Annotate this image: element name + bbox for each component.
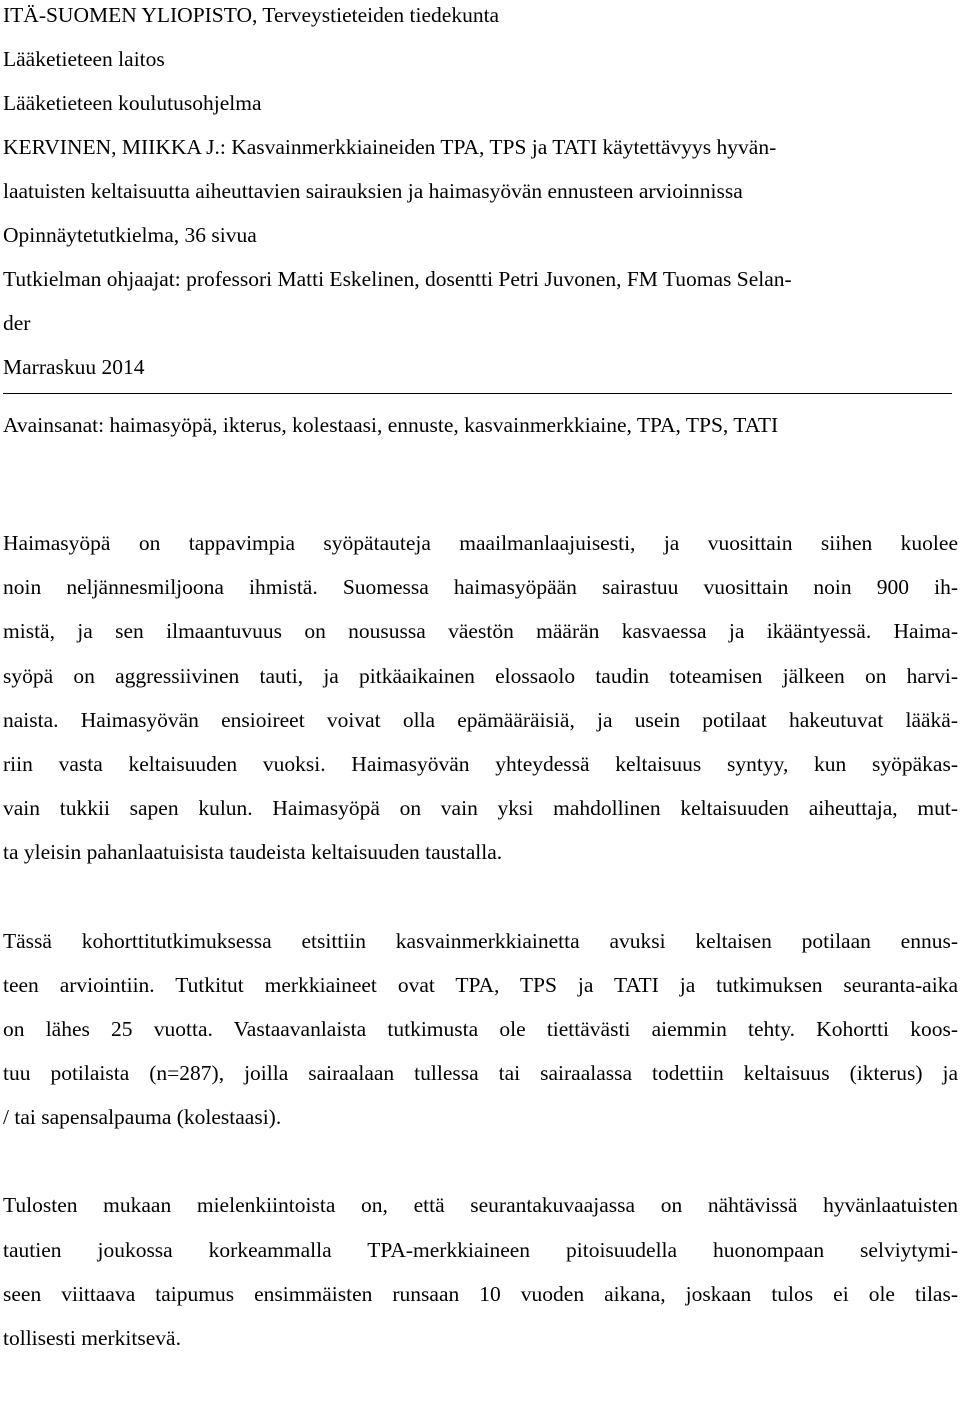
text-line: tollisesti merkitsevä.: [3, 1326, 181, 1350]
abstract-page: [3, 0, 958, 1360]
text-line: naista. Haimasyövän ensioireet voivat olla epämääräisiä, ja usein potilaat hakeutuvat lääkä-: [3, 707, 958, 732]
text-line: / tai sapensalpauma (kolestaasi).: [3, 1105, 282, 1130]
text-line: Haimasyöpä on tappavimpia syöpätauteja maailmanlaajuisesti, ja vuosittain siihen kuolee: [3, 531, 958, 555]
text-line: teen arviointiin. Tutkitut merkkiaineet ovat TPA, TPS ja TATI ja tutkimuksen seuranta-aika: [3, 972, 958, 997]
keywords: Avainsanat: haimasyöpä, ikterus, kolestaasi, ennuste, kasvainmerkkiaine, TPA, TPS, TATI: [3, 413, 779, 437]
text-line: Tässä kohorttitutkimuksessa etsittiin kasvainmerkkiainetta avuksi keltaisen potilaan ennus-: [3, 928, 958, 953]
text-line: riin vasta keltaisuuden vuoksi. Haimasyövän yhteydessä keltaisuus syntyy, kun syöpäkas-: [3, 751, 958, 776]
text-line: noin neljännesmiljoona ihmistä. Suomessa haimasyöpään sairastuu vuosittain noin 900 ih-: [3, 575, 958, 600]
text-line: ta yleisin pahanlaatuisista taudeista keltaisuuden taustalla.: [3, 840, 503, 865]
thesis-type-pages: Opinnäytetutkielma, 36 sivua: [3, 223, 257, 247]
text-line: on lähes 25 vuotta. Vastaavanlaista tutkimusta ole tiettävästi aiemmin tehty. Kohortti koos-: [3, 1016, 958, 1041]
paragraph-methods: [3, 919, 958, 1140]
text-line: vain tukkii sapen kulun. Haimasyöpä on vain yksi mahdollinen keltaisuuden aiheuttaja, mut-: [3, 796, 958, 821]
paragraph-results: [3, 1183, 958, 1360]
text-line: tautien joukossa korkeammalla TPA-merkkiaineen pitoisuudella huonompaan selviytymi-: [3, 1237, 958, 1262]
horizontal-rule: [3, 393, 952, 394]
text-line: mistä, ja sen ilmaantuvuus on nousussa väestön määrän kasvaessa ja ikääntyessä. Haima-: [3, 619, 958, 644]
author-title-line-1: KERVINEN, MIIKKA J.: Kasvainmerkkiaineiden TPA, TPS ja TATI käytettävyys hyvän-: [3, 135, 777, 159]
supervisors-line-1: Tutkielman ohjaajat: professori Matti Eskelinen, dosentti Petri Juvonen, FM Tuomas Selan-: [3, 267, 792, 291]
header-block: [3, 0, 958, 389]
text-line: seen viittaava taipumus ensimmäisten runsaan 10 vuoden aikana, joskaan tulos ei ole tilas-: [3, 1281, 958, 1306]
supervisors-line-2: der: [3, 311, 31, 335]
degree-programme: Lääketieteen koulutusohjelma: [3, 91, 262, 115]
university-faculty: ITÄ-SUOMEN YLIOPISTO, Terveystieteiden tiedekunta: [3, 3, 500, 27]
text-line: syöpä on aggressiivinen tauti, ja pitkäaikainen elossaolo taudin toteamisen jälkeen on harvi-: [3, 663, 958, 688]
paragraph-background: [3, 521, 958, 875]
author-title-line-2: laatuisten keltaisuutta aiheuttavien sairauksien ja haimasyövän ennusteen arvioinnissa: [3, 179, 743, 203]
department: Lääketieteen laitos: [3, 47, 165, 71]
date: Marraskuu 2014: [3, 355, 145, 379]
text-line: Tulosten mukaan mielenkiintoista on, että seurantakuvaajassa on nähtävissä hyvänlaatuisten: [3, 1193, 958, 1218]
text-line: tuu potilaista (n=287), joilla sairaalaan tullessa tai sairaalassa todettiin keltaisuus (ikterus) ja: [3, 1061, 958, 1086]
